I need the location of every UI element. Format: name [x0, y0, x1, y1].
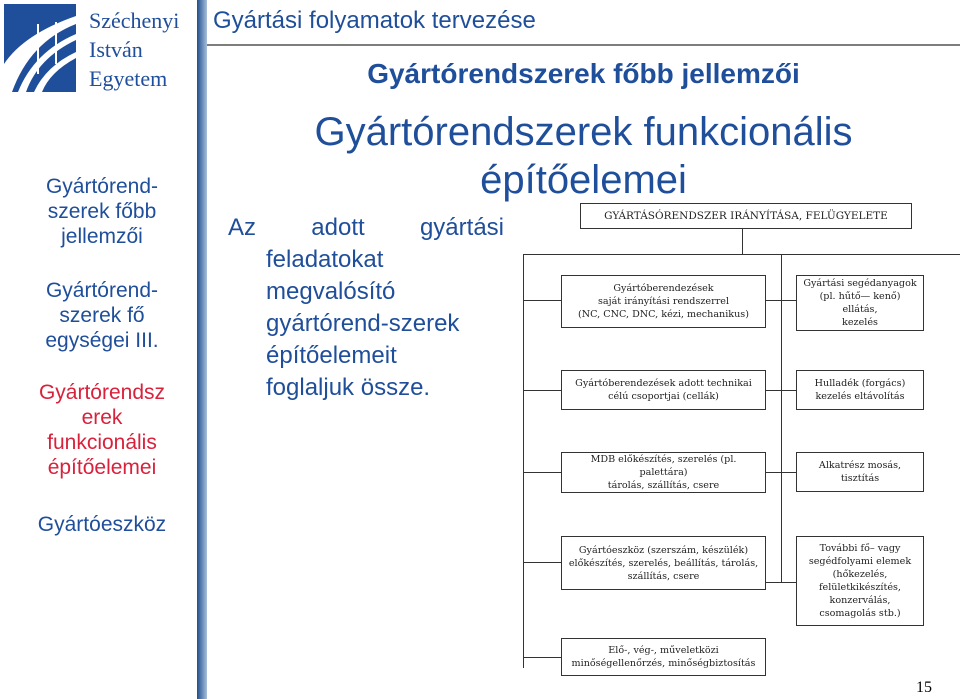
diagram-node-label: segédfolyami elemek — [808, 556, 912, 567]
diagram-node-label: (pl. hűtő— kenő) ellátás, — [819, 291, 901, 315]
diagram-node-label: Gyártóberendezések — [613, 283, 714, 294]
diagram-node-label: Gyártási segédanyagok — [803, 278, 917, 289]
connector-line — [523, 254, 524, 668]
diagram-node-label: konzerválás, — [829, 595, 891, 606]
page-title — [207, 108, 960, 204]
sidebar-item-label: jellemzői — [61, 225, 143, 248]
diagram-node-label: Hulladék (forgács) — [814, 378, 906, 389]
page-title-line1: Gyártórendszerek funkcionális — [314, 110, 853, 154]
section-subtitle: Gyártórendszerek főbb jellemzői — [367, 58, 800, 89]
diagram-node-label: További fő– vagy — [819, 543, 901, 554]
header-title: Gyártási folyamatok tervezése — [213, 7, 536, 34]
sidebar-item-funkcionalis-epitoelemei[interactable] — [22, 380, 182, 480]
diagram-node — [561, 536, 766, 590]
diagram-node-label: Gyártóeszköz (szerszám, készülék) — [578, 544, 749, 556]
sidebar-item-foobb-jellemzoi[interactable] — [22, 174, 182, 249]
sidebar-item-fo-egysegei[interactable] — [22, 278, 182, 353]
diagram-node-label: Gyártóberendezések adott technikai — [575, 378, 752, 389]
sidebar-item-label: Gyártórend- — [45, 279, 159, 302]
sidebar-item-label: Gyártórendsz — [38, 381, 166, 404]
diagram-node — [796, 536, 924, 626]
body-line: építőelemeit — [266, 342, 397, 369]
body-text — [228, 212, 504, 404]
diagram-node-label: (hőkezelés, — [832, 569, 888, 580]
diagram-node — [796, 370, 924, 410]
logo-text-line1: Széchenyi — [89, 8, 180, 33]
sidebar-item-label: építőelemei — [47, 456, 157, 479]
sidebar-item-label: egységei III. — [45, 329, 159, 352]
body-line: feladatokat — [266, 246, 384, 273]
connector-line — [742, 228, 743, 254]
university-emblem-icon — [4, 4, 76, 92]
connector-line — [523, 300, 561, 301]
sidebar-item-label: erek — [81, 406, 123, 429]
connector-line — [523, 657, 561, 658]
diagram-node-label: Elő-, vég-, műveletközi — [608, 645, 719, 656]
connector-line — [523, 254, 960, 255]
diagram-node-label: MDB előkészítés, szerelés (pl. palettára) — [590, 454, 737, 478]
diagram-node — [561, 370, 766, 410]
page-number: 15 — [916, 679, 932, 696]
diagram-node — [796, 275, 924, 331]
diagram-node — [796, 452, 924, 492]
connector-line — [523, 472, 561, 473]
connector-line — [523, 390, 561, 391]
connector-line — [523, 562, 561, 563]
diagram-node-label: (NC, CNC, DNC, kézi, mechanikus) — [578, 309, 749, 320]
sidebar-item-label: Gyártórend- — [45, 175, 159, 198]
header-divider — [207, 44, 960, 46]
sidebar-item-gyartoeszkoz[interactable] — [22, 512, 182, 537]
diagram-node-label: tárolás, szállítás, csere — [607, 480, 720, 491]
body-line: Az adott gyártási — [228, 214, 504, 241]
sidebar-divider — [197, 0, 207, 699]
diagram-node-label: kezelés eltávolítás — [815, 391, 905, 402]
diagram-node-top — [580, 203, 912, 229]
diagram-node — [561, 452, 766, 493]
diagram-node-label: saját irányítási rendszerrel — [597, 296, 730, 307]
sidebar-item-label: Gyártóeszköz — [37, 513, 167, 536]
diagram-node-label: Alkatrész mosás, — [818, 460, 902, 471]
sidebar-item-label: szerek főbb — [47, 200, 157, 223]
university-logo — [0, 0, 197, 100]
body-line: gyártórend-szerek — [266, 310, 460, 337]
diagram-node — [561, 275, 766, 328]
body-line: megvalósító — [266, 278, 396, 305]
diagram-node-label: felületkikészítés, — [818, 582, 901, 593]
diagram-node-label: GYÁRTÁSÓRENDSZER IRÁNYÍTÁSA, FELÜGYELETE — [604, 209, 888, 222]
logo-text-line2: István — [89, 37, 143, 62]
diagram-node-label: szállítás, csere — [627, 570, 700, 582]
diagram-node-label: célú csoportjai (cellák) — [608, 391, 719, 402]
body-line: foglaljuk össze. — [266, 374, 431, 401]
diagram-node-label: csomagolás stb.) — [819, 608, 901, 619]
sidebar-item-label: funkcionális — [47, 431, 157, 454]
logo-text-line3: Egyetem — [89, 66, 168, 91]
diagram-node-label: tisztítás — [840, 473, 880, 484]
connector-line — [781, 254, 782, 583]
diagram-node — [561, 638, 766, 676]
diagram-node-label: előkészítés, szerelés, beállítás, tárolás, — [568, 557, 759, 569]
diagram-node-label: kezelés — [842, 317, 878, 328]
page-title-line2: építőelemei — [480, 158, 687, 202]
sidebar-item-label: szerek fő — [59, 304, 145, 327]
diagram-node-label: minőségellenőrzés, minőségbiztosítás — [571, 658, 756, 669]
